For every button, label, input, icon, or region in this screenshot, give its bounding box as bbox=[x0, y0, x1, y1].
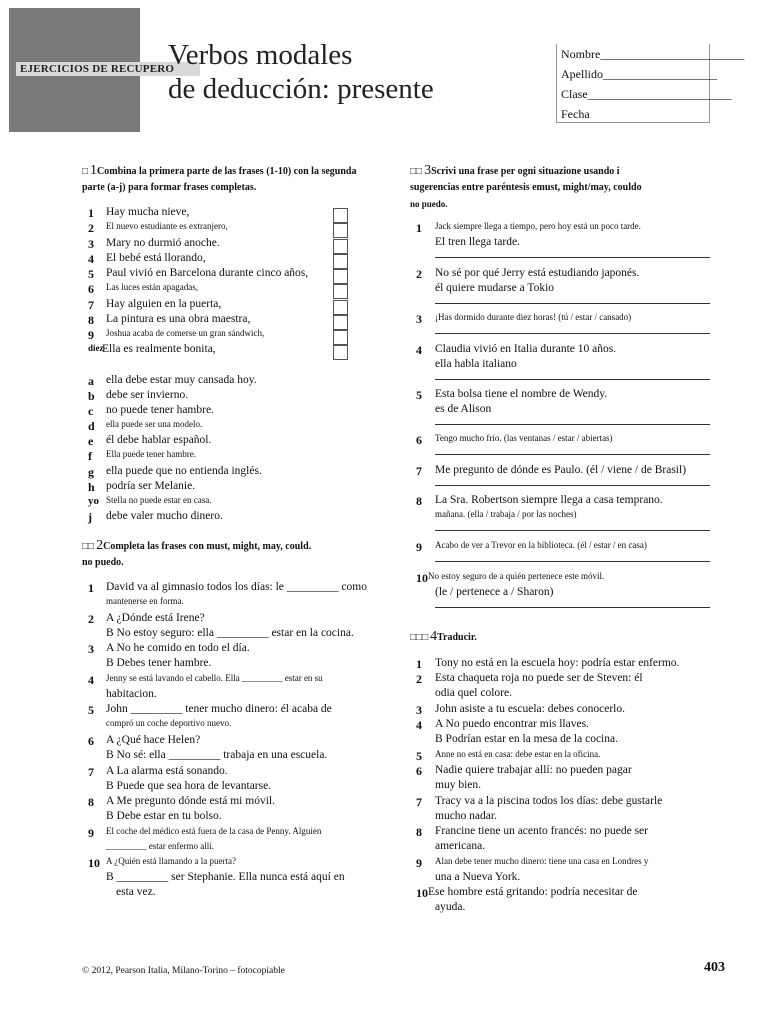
title-line-2: de deducción: presente bbox=[168, 73, 434, 105]
item-text: El nuevo estudiante es extranjero, bbox=[106, 221, 228, 231]
item-number: 1 bbox=[88, 206, 94, 220]
item-number: 10 bbox=[416, 886, 428, 900]
item-number: 4 bbox=[88, 252, 94, 266]
item-number: 3 bbox=[416, 703, 422, 717]
item-text: Joshua acaba de comerse un gran sándwich, bbox=[106, 328, 265, 338]
heading-text: Scrivi una frase per ogni situazione usando i bbox=[431, 166, 620, 177]
item-number: 8 bbox=[88, 313, 94, 327]
field-apellido[interactable]: Apellido___________________ bbox=[561, 67, 717, 81]
answer-line[interactable] bbox=[435, 257, 710, 258]
heading-text: parte (a-j) para formar frases completas. bbox=[82, 182, 257, 193]
item-number: h bbox=[88, 480, 95, 494]
item-line: Alan debe tener mucho dinero: tiene una casa en Londres y bbox=[435, 856, 649, 866]
item-number: f bbox=[88, 449, 92, 463]
section-number: 4 bbox=[430, 629, 438, 644]
answer-line[interactable] bbox=[435, 485, 710, 486]
item-line: David va al gimnasio todos los días: le _________ como bbox=[106, 581, 367, 593]
item-text: La pintura es una obra maestra, bbox=[106, 313, 251, 325]
answer-checkbox[interactable] bbox=[333, 208, 348, 223]
item-line: Tracy va a la piscina todos los días: debe gustarle bbox=[435, 795, 663, 807]
item-number: 6 bbox=[416, 764, 422, 778]
item-text: Stella no puede estar en casa. bbox=[106, 495, 212, 505]
item-number: 7 bbox=[88, 298, 94, 312]
item-number: 3 bbox=[88, 642, 94, 656]
item-line: mañana. (ella / trabaja / por las noches) bbox=[435, 509, 577, 519]
item-text: El bebé está llorando, bbox=[106, 252, 206, 264]
item-line: A No puedo encontrar mis llaves. bbox=[435, 718, 589, 730]
item-line: Ese hombre está gritando: podría necesitar de bbox=[428, 886, 638, 898]
difficulty-icon: □□ bbox=[82, 541, 95, 552]
answer-checkbox[interactable] bbox=[333, 300, 348, 315]
item-line: Tony no está en la escuela hoy: podría estar enfermo. bbox=[435, 657, 680, 669]
answer-line[interactable] bbox=[435, 379, 710, 380]
item-line: B Puede que sea hora de levantarse. bbox=[106, 780, 272, 792]
item-number: 9 bbox=[88, 826, 94, 840]
heading-text: sugerencias entre paréntesis emust, might/may, couldo bbox=[410, 182, 642, 193]
item-text: debe ser invierno. bbox=[106, 389, 189, 401]
item-line: B No sé: ella _________ trabaja en una escuela. bbox=[106, 749, 328, 761]
item-number: diez bbox=[88, 343, 104, 353]
item-number: 3 bbox=[88, 237, 94, 251]
item-text: Ella puede tener hambre. bbox=[106, 449, 196, 459]
item-line: Jenny se está lavando el cabello. Ella _________ estar en su bbox=[106, 673, 323, 683]
item-line: Jack siempre llega a tiempo, pero hoy está un poco tarde. bbox=[435, 221, 641, 231]
item-number: 10 bbox=[416, 571, 428, 585]
section-number: 1 bbox=[90, 163, 98, 178]
item-line: esta vez. bbox=[116, 886, 156, 898]
item-number: 6 bbox=[88, 282, 94, 296]
item-number: 8 bbox=[416, 494, 422, 508]
item-text: Hay alguien en la puerta, bbox=[106, 298, 222, 310]
item-number: a bbox=[88, 374, 94, 388]
item-number: g bbox=[88, 465, 94, 479]
heading-text: no puedo. bbox=[410, 199, 448, 209]
item-line: El coche del médico está fuera de la casa de Penny. Alguien bbox=[106, 826, 322, 836]
item-number: 2 bbox=[416, 267, 422, 281]
item-line: No estoy seguro de a quién pertenece este móvil. bbox=[428, 571, 605, 581]
item-line: ¡Has dormido durante diez horas! (tú / estar / cansado) bbox=[435, 312, 632, 322]
item-number: b bbox=[88, 389, 95, 403]
title-line-1: Verbos modales bbox=[168, 39, 353, 71]
item-line: _________ estar enfermo allí. bbox=[106, 841, 214, 851]
answer-checkbox[interactable] bbox=[333, 239, 348, 254]
item-line: Anne no está en casa: debe estar en la oficina. bbox=[435, 749, 601, 759]
item-line: mantenerse en forma. bbox=[106, 596, 184, 606]
item-text: Mary no durmió anoche. bbox=[106, 237, 220, 249]
item-line: una a Nueva York. bbox=[435, 871, 521, 883]
item-line: es de Alison bbox=[435, 403, 492, 415]
item-number: c bbox=[88, 404, 94, 418]
item-number: e bbox=[88, 434, 94, 448]
difficulty-icon: □□□ bbox=[410, 632, 429, 643]
item-line: A ¿Quién está llamando a la puerta? bbox=[106, 856, 236, 866]
heading-text: no puedo. bbox=[82, 557, 124, 568]
item-line: El tren llega tarde. bbox=[435, 236, 520, 248]
item-number: 1 bbox=[416, 657, 422, 671]
item-line: compró un coche deportivo nuevo. bbox=[106, 718, 232, 728]
item-number: 2 bbox=[416, 672, 422, 686]
item-line: ayuda. bbox=[435, 901, 466, 913]
item-line: (le / pertenece a / Sharon) bbox=[435, 586, 554, 598]
section-3-heading bbox=[410, 163, 710, 213]
item-number: yo bbox=[88, 495, 99, 507]
item-line: Nadie quiere trabajar allí: no pueden pagar bbox=[435, 764, 632, 776]
item-number: 4 bbox=[88, 673, 94, 687]
item-number: 5 bbox=[416, 749, 422, 763]
item-line: Esta chaqueta roja no puede ser de Steven: él bbox=[435, 672, 643, 684]
section-badge: EJERCICIOS DE RECUPERO bbox=[16, 62, 200, 76]
answer-checkbox[interactable] bbox=[333, 254, 348, 269]
item-line: ella habla italiano bbox=[435, 358, 517, 370]
item-number: 10 bbox=[88, 856, 100, 870]
item-line: A ¿Qué hace Helen? bbox=[106, 734, 201, 746]
item-number: 8 bbox=[416, 825, 422, 839]
item-line: Me pregunto de dónde es Paulo. (él / viene / de Brasil) bbox=[435, 464, 687, 476]
item-line: Acabo de ver a Trevor en la biblioteca. (él / estar / en casa) bbox=[435, 540, 647, 550]
item-number: 5 bbox=[88, 703, 94, 717]
section-2-heading bbox=[82, 538, 382, 571]
item-number: 7 bbox=[416, 795, 422, 809]
answer-line[interactable] bbox=[435, 607, 710, 608]
item-line: él quiere mudarse a Tokio bbox=[435, 282, 555, 294]
item-line: La Sra. Robertson siempre llega a casa temprano. bbox=[435, 494, 663, 506]
item-line: Tengo mucho frío. (las ventanas / estar / abiertas) bbox=[435, 433, 613, 443]
answer-checkbox[interactable] bbox=[333, 315, 348, 330]
item-line: A La alarma está sonando. bbox=[106, 765, 228, 777]
item-number: 4 bbox=[416, 343, 422, 357]
answer-checkbox[interactable] bbox=[333, 284, 348, 299]
section-4-heading bbox=[410, 629, 710, 646]
item-number: 7 bbox=[88, 765, 94, 779]
item-text: debe valer mucho dinero. bbox=[106, 510, 223, 522]
answer-line[interactable] bbox=[435, 424, 710, 425]
heading-text: Traducir. bbox=[437, 632, 477, 643]
item-number: 2 bbox=[88, 221, 94, 235]
item-line: Claudia vivió en Italia durante 10 años. bbox=[435, 343, 617, 355]
item-line: Francine tiene un acento francés: no puede ser bbox=[435, 825, 648, 837]
item-line: muy bien. bbox=[435, 779, 481, 791]
item-number: 2 bbox=[88, 612, 94, 626]
item-line: A No he comido en todo el día. bbox=[106, 642, 250, 654]
section-1-heading bbox=[82, 163, 382, 196]
item-text: ella puede que no entienda inglés. bbox=[106, 465, 262, 477]
field-nombre[interactable]: Nombre________________________ bbox=[561, 47, 745, 61]
answer-line[interactable] bbox=[435, 333, 710, 334]
item-line: odia quel colore. bbox=[435, 687, 512, 699]
item-number: 8 bbox=[88, 795, 94, 809]
section-number: 3 bbox=[424, 163, 432, 178]
field-fecha[interactable]: Fecha bbox=[561, 107, 590, 121]
item-line: John _________ tener mucho dinero: él acaba de bbox=[106, 703, 332, 715]
heading-text: Completa las frases con must, might, may, could. bbox=[103, 541, 312, 552]
item-line: B Podrían estar en la mesa de la cocina. bbox=[435, 733, 618, 745]
answer-line[interactable] bbox=[435, 530, 710, 531]
item-number: d bbox=[88, 419, 95, 433]
item-number: 6 bbox=[88, 734, 94, 748]
answer-checkbox[interactable] bbox=[333, 345, 348, 360]
item-text: ella debe estar muy cansada hoy. bbox=[106, 374, 257, 386]
copyright: © 2012, Pearson Italia, Milano-Torino – fotocopiable bbox=[82, 966, 285, 976]
answer-checkbox[interactable] bbox=[333, 223, 348, 238]
difficulty-icon: □□ bbox=[410, 166, 423, 177]
item-text: Ella es realmente bonita, bbox=[102, 343, 216, 355]
item-text: Las luces están apagadas, bbox=[106, 282, 198, 292]
item-line: A Me pregunto dónde está mi móvil. bbox=[106, 795, 275, 807]
item-text: podría ser Melanie. bbox=[106, 480, 196, 492]
answer-line[interactable] bbox=[435, 303, 710, 304]
page-title bbox=[168, 38, 434, 106]
item-line: Esta bolsa tiene el nombre de Wendy. bbox=[435, 388, 608, 400]
item-number: 1 bbox=[88, 581, 94, 595]
item-number: 1 bbox=[416, 221, 422, 235]
item-number: 9 bbox=[416, 540, 422, 554]
item-number: 9 bbox=[88, 328, 94, 342]
item-line: A ¿Dónde está Irene? bbox=[106, 612, 205, 624]
answer-line[interactable] bbox=[435, 561, 710, 562]
field-clase[interactable]: Clase________________________ bbox=[561, 87, 732, 101]
item-number: 3 bbox=[416, 312, 422, 326]
answer-checkbox[interactable] bbox=[333, 330, 348, 345]
item-text: él debe hablar español. bbox=[106, 434, 212, 446]
item-line: No sé por qué Jerry está estudiando japonés. bbox=[435, 267, 640, 279]
item-number: 6 bbox=[416, 433, 422, 447]
item-line: B _________ ser Stephanie. Ella nunca está aquí en bbox=[106, 871, 345, 883]
item-line: habitacion. bbox=[106, 688, 157, 700]
item-line: B Debe estar en tu bolso. bbox=[106, 810, 222, 822]
section-number: 2 bbox=[96, 538, 104, 553]
item-line: B Debes tener hambre. bbox=[106, 657, 212, 669]
item-number: 4 bbox=[416, 718, 422, 732]
item-text: no puede tener hambre. bbox=[106, 404, 214, 416]
item-text: Hay mucha nieve, bbox=[106, 206, 190, 218]
item-text: ella puede ser una modelo. bbox=[106, 419, 203, 429]
item-text: Paul vivió en Barcelona durante cinco años, bbox=[106, 267, 309, 279]
item-number: 5 bbox=[88, 267, 94, 281]
item-line: John asiste a tu escuela: debes conocerlo. bbox=[435, 703, 626, 715]
item-number: 5 bbox=[416, 388, 422, 402]
page-number: 403 bbox=[704, 960, 725, 975]
item-number: j bbox=[88, 510, 92, 524]
difficulty-icon: □ bbox=[82, 166, 89, 177]
heading-text: Combina la primera parte de las frases (1-10) con la segunda bbox=[97, 166, 357, 177]
item-line: B No estoy seguro: ella _________ estar en la cocina. bbox=[106, 627, 354, 639]
item-line: americana. bbox=[435, 840, 486, 852]
item-number: 7 bbox=[416, 464, 422, 478]
answer-line[interactable] bbox=[435, 454, 710, 455]
answer-checkbox[interactable] bbox=[333, 269, 348, 284]
item-line: mucho nadar. bbox=[435, 810, 497, 822]
item-number: 9 bbox=[416, 856, 422, 870]
